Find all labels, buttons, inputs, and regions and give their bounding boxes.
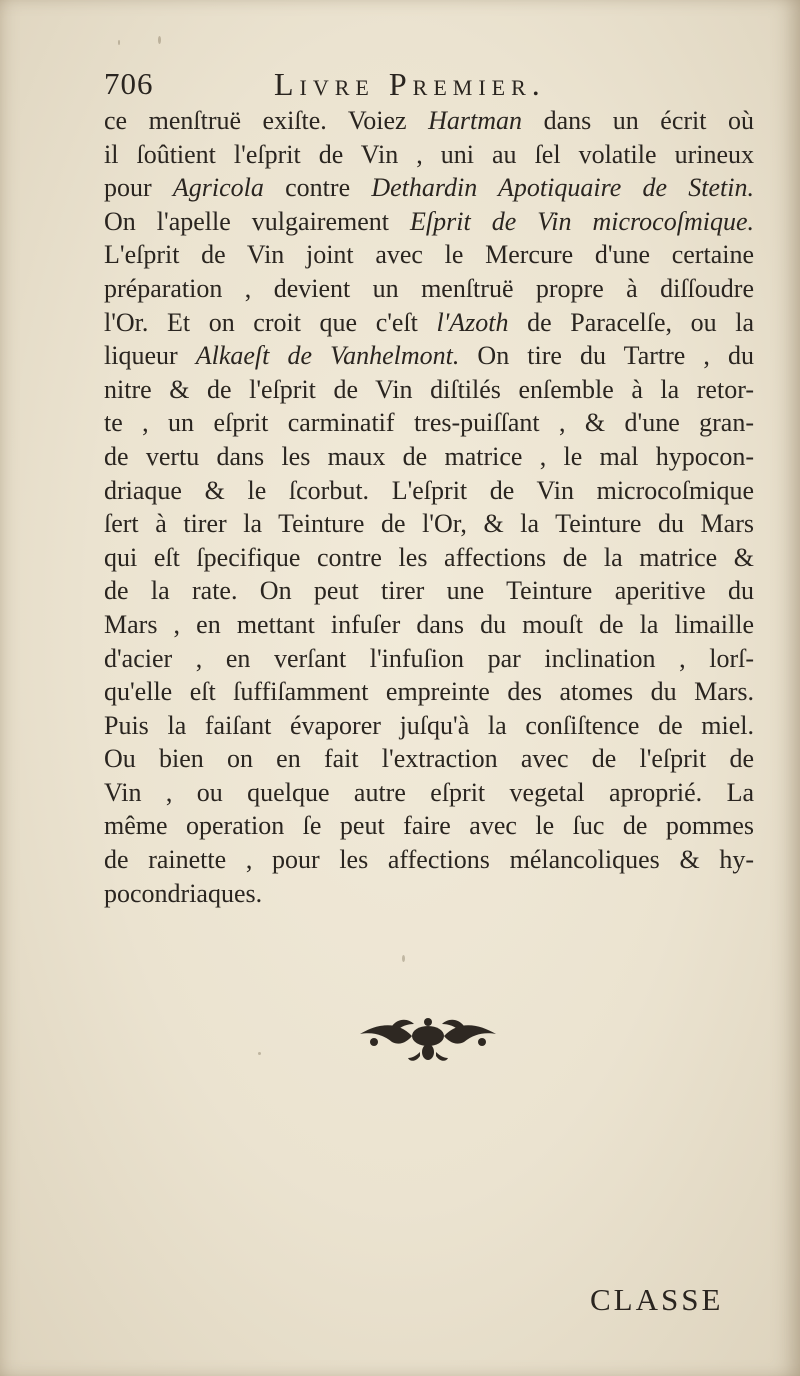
text-line	[104, 440, 754, 474]
text-span: te , un eſprit carminatif tres-puiſſant , & d'une gran-	[104, 408, 754, 438]
text-line	[104, 877, 754, 911]
text-line	[104, 104, 754, 138]
fleuron-ornament-icon	[352, 1012, 504, 1064]
text-line	[104, 272, 754, 306]
text-span: il ſoûtient l'eſprit de Vin , uni au ſel volatile urineux	[104, 139, 754, 169]
text-line	[104, 306, 754, 340]
text-line	[104, 171, 754, 205]
text-line	[104, 238, 754, 272]
text-span: l'Or. Et on croit que c'eſt	[104, 307, 437, 337]
paper-spot	[402, 955, 405, 962]
text-line	[104, 541, 754, 575]
text-span: d'acier , en verſant l'infuſion par inclination , lorſ-	[104, 643, 754, 673]
text-span: même operation ſe peut faire avec le ſuc de pommes	[104, 811, 754, 841]
text-span: dans un écrit où	[522, 106, 754, 135]
text-span: Ou bien on en fait l'extraction avec de l'eſprit de	[104, 744, 754, 774]
catchword: CLASSE	[590, 1282, 724, 1317]
text-span: de rainette , pour les affections mélancoliques & hy-	[104, 845, 754, 875]
text-line	[104, 138, 754, 172]
page-number: 706	[104, 66, 154, 101]
page-header	[104, 66, 754, 106]
text-line	[104, 809, 754, 843]
text-span: Mars , en mettant infuſer dans du mouſt de la limaille	[104, 609, 754, 639]
text-span: ſert à tirer la Teinture de l'Or, & la Teinture du Mars	[104, 509, 754, 539]
text-line	[104, 709, 754, 743]
text-span: contre	[263, 173, 372, 203]
italic-span: Hartman	[428, 106, 523, 135]
text-span: pour	[104, 173, 173, 203]
text-line	[104, 373, 754, 407]
text-span: qu'elle eſt ſuffiſamment empreinte des atomes du Mars.	[104, 677, 754, 707]
text-line	[104, 843, 754, 877]
body-text	[104, 104, 754, 910]
text-span: liqueur	[104, 341, 196, 371]
running-title: Livre Premier.	[274, 66, 546, 102]
italic-span: Agricola	[172, 173, 264, 203]
italic-span: Alkaeſt de Vanhelmont.	[195, 341, 460, 371]
text-line	[104, 776, 754, 810]
text-line	[104, 205, 754, 239]
paper-spot	[158, 36, 161, 44]
text-span: driaque & le ſcorbut. L'eſprit de Vin microcoſmique	[104, 475, 754, 505]
text-line	[104, 507, 754, 541]
paper-spot	[118, 40, 120, 45]
italic-span: l'Azoth	[436, 307, 509, 337]
text-span: de Paracelſe, ou la	[508, 307, 754, 337]
text-span: nitre & de l'eſprit de Vin diſtilés enſemble à la retor-	[104, 374, 754, 404]
text-line	[104, 474, 754, 508]
text-line	[104, 574, 754, 608]
italic-span: Eſprit de Vin microcoſmique.	[410, 206, 754, 236]
text-span: de la rate. On peut tirer une Teinture aperitive du	[104, 576, 754, 606]
italic-span: Dethardin Apotiquaire de Stetin.	[371, 173, 754, 203]
text-span: préparation , devient un menſtruë propre à diſſoudre	[104, 273, 754, 303]
text-line	[104, 742, 754, 776]
text-line	[104, 675, 754, 709]
text-line	[104, 608, 754, 642]
text-span: pocondriaques.	[104, 878, 263, 908]
text-line	[104, 406, 754, 440]
text-span: On l'apelle vulgairement	[104, 206, 411, 236]
text-span: Vin , ou quelque autre eſprit vegetal aproprié. La	[104, 777, 754, 807]
text-line	[104, 642, 754, 676]
paper-spot	[258, 1052, 261, 1055]
text-line	[104, 339, 754, 373]
text-span: L'eſprit de Vin joint avec le Mercure d'une certaine	[104, 240, 754, 270]
text-span: qui eſt ſpecifique contre les affections de la matrice &	[104, 542, 754, 572]
text-span: ce menſtruë exiſte. Voiez	[104, 106, 429, 135]
text-span: de vertu dans les maux de matrice , le mal hypocon-	[104, 441, 754, 471]
text-span: On tire du Tartre , du	[459, 341, 754, 371]
text-span: Puis la faiſant évaporer juſqu'à la conſiſtence de miel.	[104, 710, 754, 740]
